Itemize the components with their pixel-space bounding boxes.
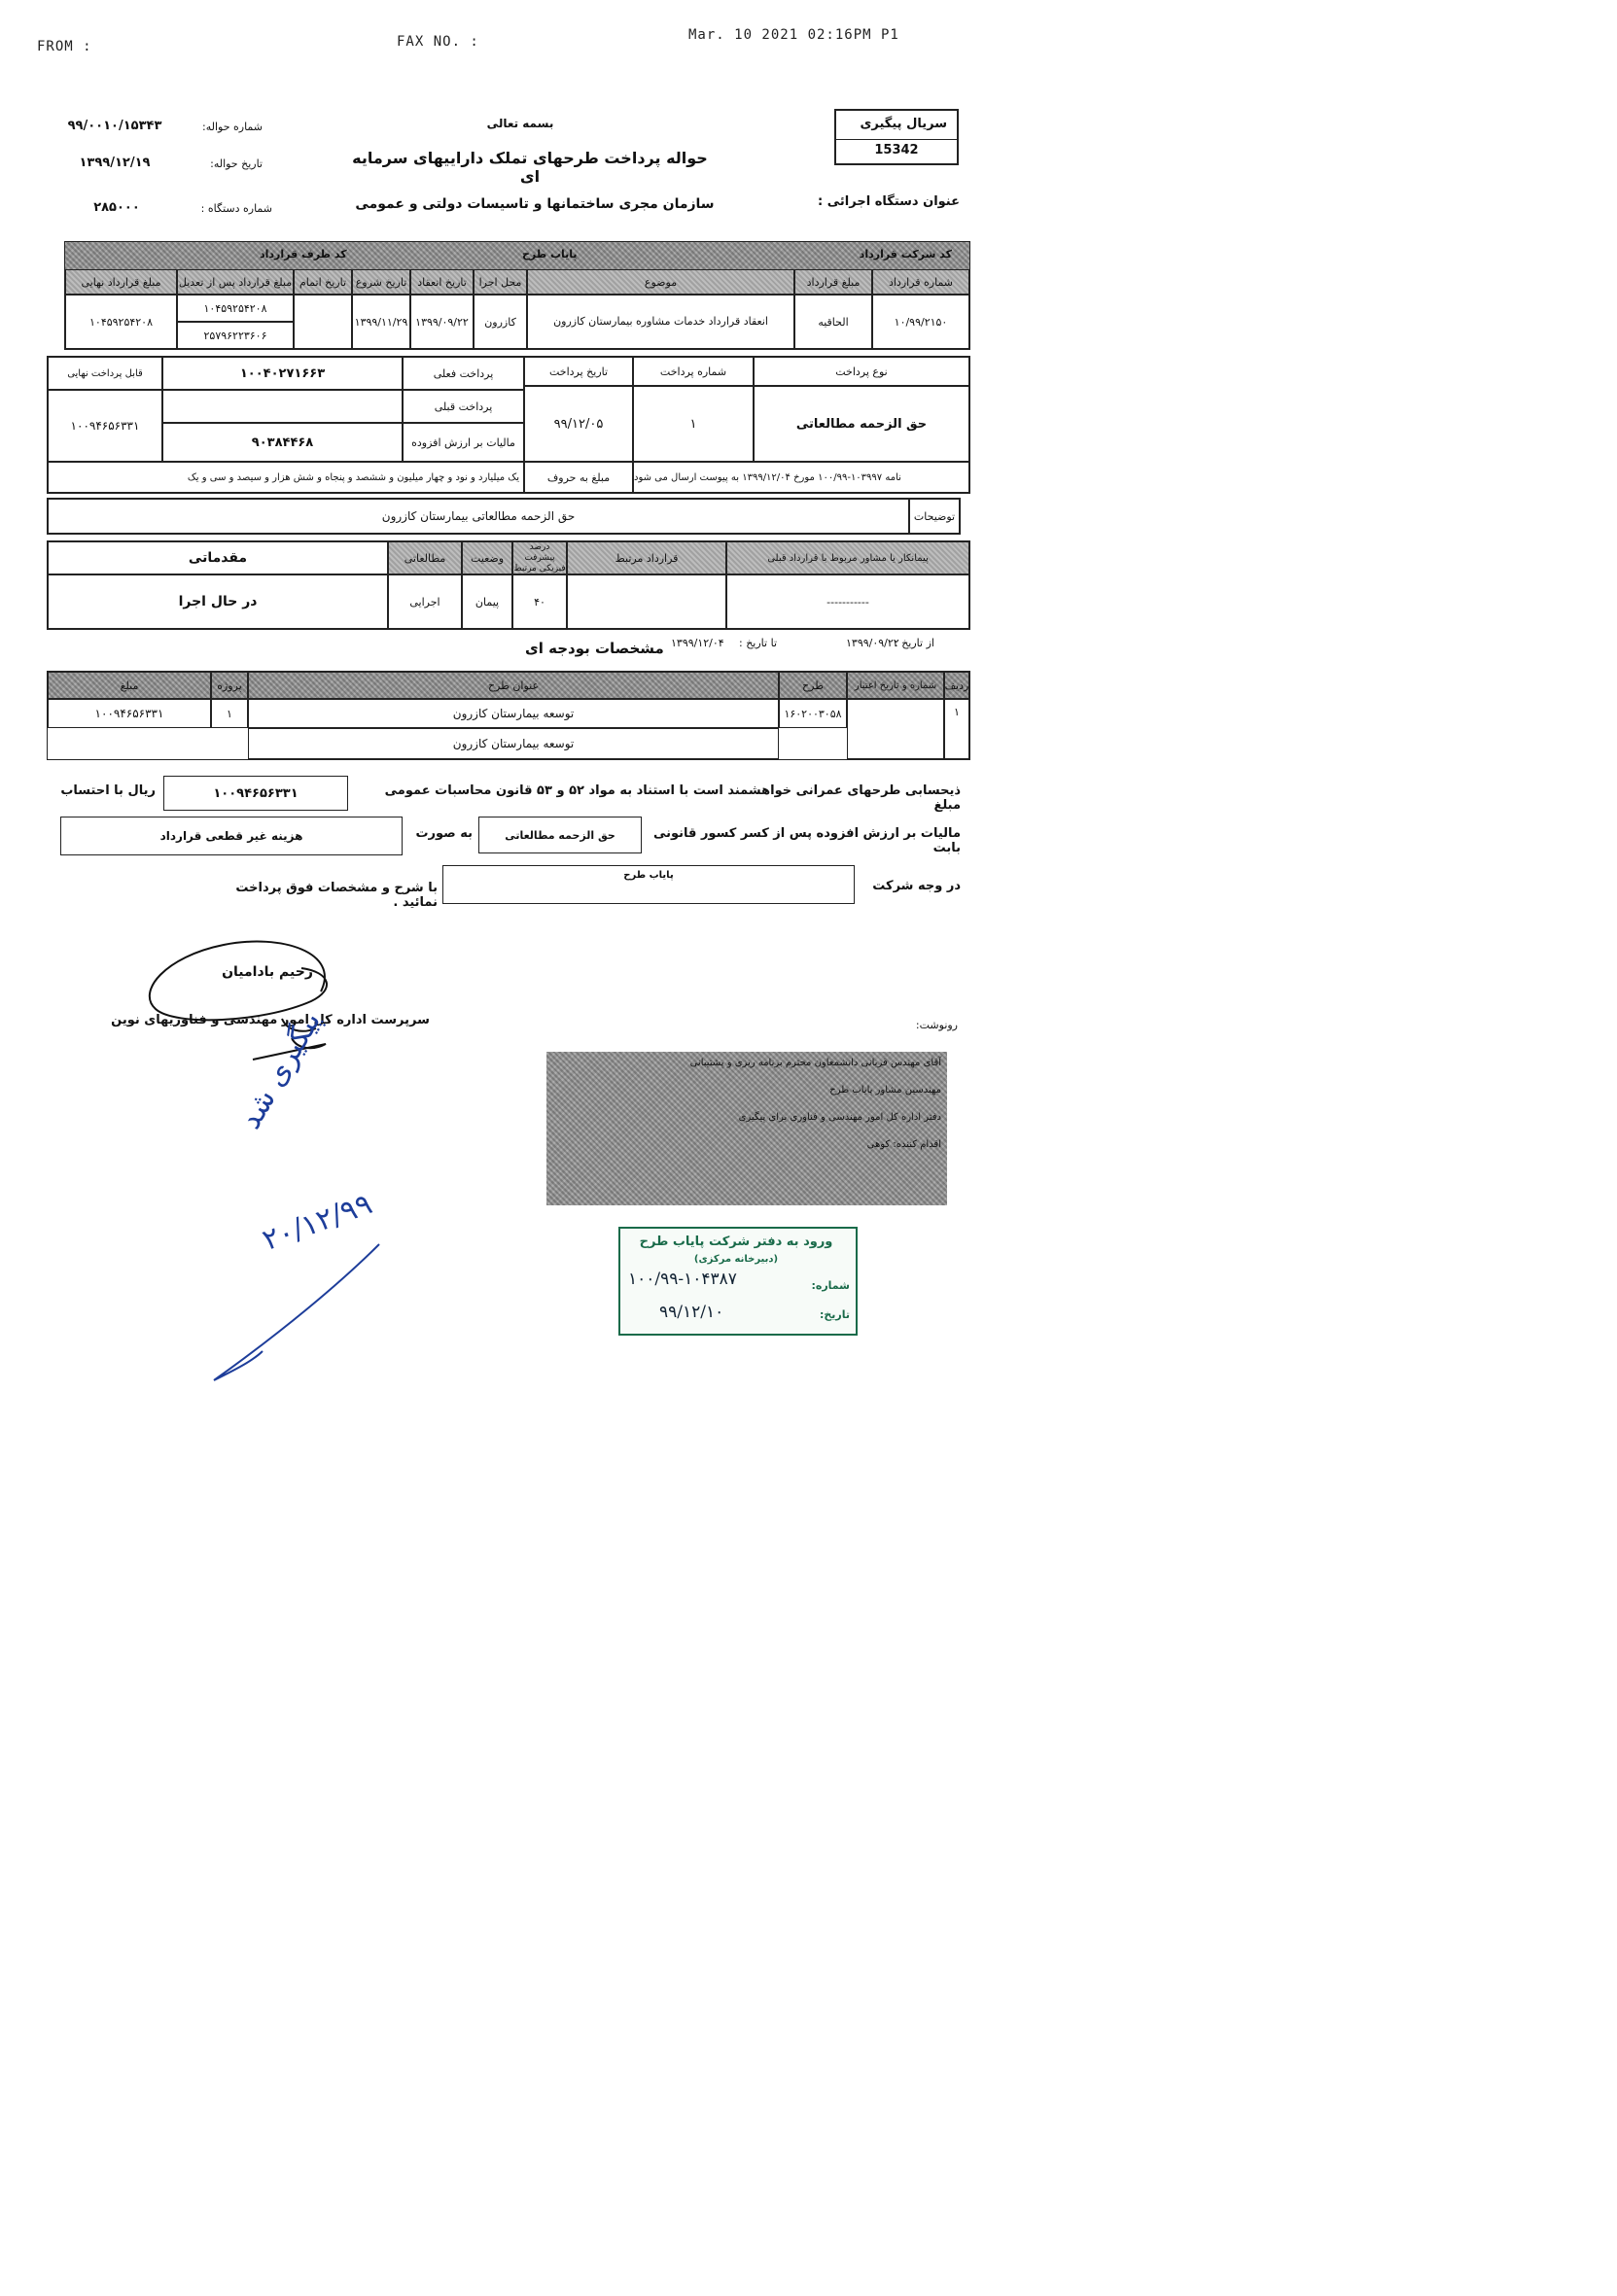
status-table bbox=[47, 540, 970, 630]
statement-line1: ذیحسابی طرحهای عمرانی خواهشمند است با استناد به مواد ۵۲ و ۵۳ قانون محاسبات عمومی مبلغ bbox=[384, 783, 961, 813]
cc-block bbox=[546, 1052, 947, 1205]
budget-cell: ۱ bbox=[944, 699, 969, 759]
budget-header: طرح bbox=[779, 672, 847, 699]
basmala: بسمه تعالی bbox=[486, 117, 554, 130]
cc-line: دفتر اداره کل امور مهندسی و فناوری برای پیگیری bbox=[738, 1112, 941, 1123]
status-cell bbox=[567, 574, 726, 629]
contract-cell: ۱۰۴۵۹۲۵۴۲۰۸ bbox=[177, 295, 294, 322]
contract-header: محل اجرا bbox=[474, 269, 527, 295]
contract-cell: انعقاد قرارداد خدمات مشاوره بیمارستان کازرون bbox=[527, 295, 794, 349]
cc-line: اقدام کننده: کوهی bbox=[866, 1139, 941, 1150]
contract-top-header-band bbox=[65, 242, 969, 269]
amount-words-label: مبلغ به حروف bbox=[524, 462, 633, 493]
payment-number-value: ۱ bbox=[633, 386, 754, 462]
contract-header: مبلغ قرارداد نهایی bbox=[65, 269, 177, 295]
statement-as-label: به صورت bbox=[415, 826, 473, 841]
statement-line2: مالیات بر ارزش افزوده پس از کسر کسور قانونی بابت bbox=[652, 826, 961, 855]
fax-from: FROM : bbox=[37, 39, 92, 54]
current-payment-value: ۱۰۰۴۰۲۷۱۶۶۳ bbox=[162, 357, 403, 390]
status-header: وضعیت bbox=[462, 541, 512, 574]
contract-header: موضوع bbox=[527, 269, 794, 295]
remittance-date: ۱۳۹۹/۱۲/۱۹ bbox=[79, 156, 151, 170]
contract-table bbox=[64, 241, 970, 350]
description-label: توضیحات bbox=[909, 499, 960, 534]
handwritten-note: پیگیری شد bbox=[233, 1005, 329, 1135]
contract-header: شماره قرارداد bbox=[872, 269, 969, 295]
previous-payment-value bbox=[162, 390, 403, 423]
stamp-date-label: تاریخ: bbox=[819, 1308, 850, 1321]
budget-to-value: ۱۳۹۹/۱۲/۰۴ bbox=[671, 637, 724, 649]
payment-number-label: شماره پرداخت bbox=[633, 357, 754, 386]
stamp-number-label: شماره: bbox=[811, 1279, 850, 1292]
stamp-number-value: ۱۰۰/۹۹-۱۰۴۳۸۷ bbox=[628, 1270, 737, 1289]
contract-header: تاریخ شروع bbox=[352, 269, 410, 295]
budget-cell-row2: توسعه بیمارستان کازرون bbox=[248, 728, 779, 759]
contract-cell: کازرون bbox=[474, 295, 527, 349]
document-title: حواله پرداخت طرحهای تملک داراییهای سرمایه ای bbox=[352, 149, 708, 186]
description-value: حق الزحمه مطالعاتی بیمارستان کازرون bbox=[48, 499, 909, 534]
contract-cell: ۱۰۴۵۹۲۵۴۲۰۸ bbox=[65, 295, 177, 349]
signatory-name: رحیم بادامیان bbox=[222, 964, 313, 980]
cc-line: مهندسین مشاور پایاب طرح bbox=[829, 1085, 941, 1096]
budget-header: ردیف bbox=[944, 672, 969, 699]
stamp-line1: ورود به دفتر شرکت پایاب طرح bbox=[639, 1235, 833, 1249]
payment-type-value: حق الزحمه مطالعاتی bbox=[754, 386, 969, 462]
stamp-date-value: ۹۹/۱۲/۱۰ bbox=[659, 1303, 724, 1322]
budget-header: پروژه bbox=[211, 672, 248, 699]
device-no-label: شماره دستگاه : bbox=[200, 202, 272, 215]
budget-cell bbox=[847, 699, 944, 759]
vat-value: ۹۰۳۸۴۴۶۸ bbox=[162, 423, 403, 462]
budget-cell: توسعه بیمارستان کازرون bbox=[248, 699, 779, 728]
budget-from-label: از تاریخ : bbox=[895, 637, 934, 649]
budget-cell: ۱۰۰۹۴۶۵۶۳۳۱ bbox=[48, 699, 211, 728]
handwritten-stroke bbox=[175, 1235, 408, 1390]
budget-table bbox=[47, 671, 970, 760]
handwritten-date: ۲۰/۱۲/۹۹ bbox=[258, 1187, 377, 1258]
final-payable-label: قابل پرداخت نهایی bbox=[48, 357, 162, 390]
amount-words-value: یک میلیارد و نود و چهار میلیون و ششصد و پنجاه و شش هزار و سیصد و سی و یک bbox=[48, 462, 524, 493]
contract-cell-extra: ۲۵۷۹۶۲۲۳۶۰۶ bbox=[177, 322, 294, 349]
statement-purpose-box: حق الزحمه مطالعاتی bbox=[478, 817, 642, 853]
previous-payment-label: پرداخت قبلی bbox=[403, 390, 524, 423]
contract-cell: ۱۳۹۹/۱۱/۲۹ bbox=[352, 295, 410, 349]
contract-cell: ۱۳۹۹/۰۹/۲۲ bbox=[410, 295, 474, 349]
contract-header: تاریخ اتمام bbox=[294, 269, 352, 295]
budget-cell: ۱ bbox=[211, 699, 248, 728]
status-header: مطالعاتی bbox=[388, 541, 462, 574]
statement-company-box: پایاب طرح bbox=[442, 865, 855, 904]
contract-cell: ۱۰/۹۹/۲۱۵۰ bbox=[872, 295, 969, 349]
remittance-no: ۹۹/۰۰۱۰/۱۵۳۴۳ bbox=[67, 119, 162, 133]
tracking-label: سریال پیگیری bbox=[860, 117, 947, 131]
status-header: پیمانکار یا مشاور مربوط با قرارداد قبلی bbox=[726, 541, 969, 574]
budget-from-value: ۱۳۹۹/۰۹/۲۲ bbox=[846, 637, 899, 649]
contract-top-header-2: پایاب طرح bbox=[522, 248, 578, 261]
budget-title: مشخصات بودجه ای bbox=[525, 640, 664, 657]
device-no: ۲۸۵۰۰۰ bbox=[93, 200, 140, 215]
tracking-serial: 15342 bbox=[874, 143, 919, 157]
contract-cell: الحاقیه bbox=[794, 295, 872, 349]
payment-type-label: نوع پرداخت bbox=[754, 357, 969, 386]
contract-top-header-1: کد شرکت قرارداد bbox=[859, 248, 952, 261]
status-cell: ----------- bbox=[726, 574, 969, 629]
stage-label: مقدماتی bbox=[48, 541, 388, 574]
contract-header: مبلغ قرارداد bbox=[794, 269, 872, 295]
current-payment-label: پرداخت فعلی bbox=[403, 357, 524, 390]
status-cell: اجرایی bbox=[388, 574, 462, 629]
statement-line3-end: با شرح و مشخصات فوق پرداخت نمائید . bbox=[235, 881, 438, 910]
statement-line1-end: ریال با احتساب bbox=[60, 783, 156, 798]
handwritten-signature bbox=[117, 933, 369, 1069]
budget-header: شماره و تاریخ اعتبار bbox=[847, 672, 944, 699]
payment-table bbox=[47, 356, 970, 494]
contract-header: مبلغ قرارداد پس از تعدیل bbox=[177, 269, 294, 295]
remittance-no-label: شماره حواله: bbox=[202, 121, 263, 133]
budget-cell: ۱۶۰۲۰۰۳۰۵۸ bbox=[779, 699, 847, 728]
payment-date-value: ۹۹/۱۲/۰۵ bbox=[524, 386, 633, 462]
remittance-date-label: تاریخ حواله: bbox=[210, 157, 263, 170]
vat-label: مالیات بر ارزش افزوده bbox=[403, 423, 524, 462]
entry-stamp bbox=[618, 1227, 858, 1336]
contract-top-header-3: کد طرف قرارداد bbox=[260, 248, 347, 261]
contract-cell bbox=[294, 295, 352, 349]
organization-label: عنوان دستگاه اجرائی : bbox=[818, 194, 960, 209]
statement-amount-box: ۱۰۰۹۴۶۵۶۳۳۱ bbox=[163, 776, 348, 811]
budget-header: مبلغ bbox=[48, 672, 211, 699]
letter-reference: نامه ۱۰۳۹۹۷-۱۰۰/۹۹ مورخ ۱۳۹۹/۱۲/۰۴ به پیوست ارسال می شود bbox=[633, 462, 969, 493]
status-cell: ۴۰ bbox=[512, 574, 567, 629]
signatory-title: سرپرست اداره کل امور مهندسی و فناوریهای نوین bbox=[111, 1013, 430, 1027]
statement-line3: در وجه شرکت bbox=[872, 879, 961, 893]
cc-line: آقای مهندس قربانی دانشمعاون محترم برنامه ریزی و پشتیبانی bbox=[689, 1058, 941, 1068]
stage-value: در حال اجرا bbox=[48, 574, 388, 629]
fax-number: FAX NO. : bbox=[397, 34, 479, 50]
budget-header: عنوان طرح bbox=[248, 672, 779, 699]
status-header: قرارداد مرتبط bbox=[567, 541, 726, 574]
budget-to-label: تا تاریخ : bbox=[739, 637, 777, 649]
cc-label: رونوشت: bbox=[915, 1019, 958, 1031]
tracking-box bbox=[834, 109, 959, 165]
stamp-line2: (دبیرخانه مرکزی) bbox=[693, 1254, 779, 1265]
payment-date-label: تاریخ پرداخت bbox=[524, 357, 633, 386]
status-header: درصد پیشرفت فیزیکی مرتبط bbox=[513, 541, 566, 574]
contract-header: تاریخ انعقاد bbox=[410, 269, 474, 295]
status-cell: پیمان bbox=[462, 574, 512, 629]
description-row bbox=[47, 498, 961, 535]
final-payable-value: ۱۰۰۹۴۶۵۶۳۳۱ bbox=[48, 390, 162, 462]
statement-cost-type-box: هزینه غیر قطعی قرارداد bbox=[60, 817, 403, 855]
organization-name: سازمان مجری ساختمانها و تاسیسات دولتی و عمومی bbox=[355, 196, 715, 212]
fax-datetime: Mar. 10 2021 02:16PM P1 bbox=[688, 27, 899, 43]
